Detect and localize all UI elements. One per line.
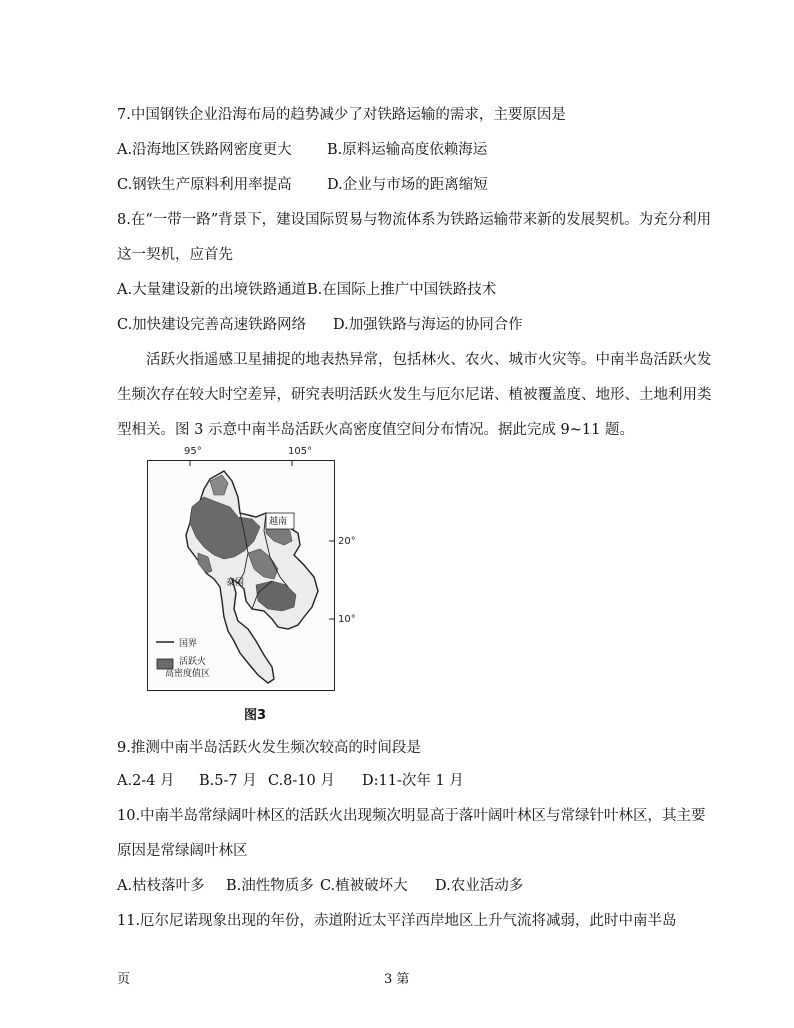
passage-line2: 生频次存在较大时空差异，研究表明活跃火发生与厄尔尼诺、植被覆盖度、地形、土地利用类 — [117, 387, 712, 403]
label-vietnam: 越南 — [269, 517, 288, 527]
q7-option-c: C.钢铁生产原料利用率提高 — [117, 177, 292, 193]
q9-stem: 9.推测中南半岛活跃火发生频次较高的时间段是 — [117, 740, 421, 756]
q8-stem-line2: 这一契机，应首先 — [117, 247, 233, 263]
label-thailand: 泰国 — [226, 578, 245, 588]
q10-option-b: B.油性物质多 — [226, 878, 314, 894]
q11-stem: 11.厄尔尼诺现象出现的年份，赤道附近太平洋西岸地区上升气流将减弱，此时中南半岛 — [117, 913, 677, 929]
q10-stem-line1: 10.中南半岛常绿阔叶林区的活跃火出现频次明显高于落叶阔叶林区与常绿针叶林区，其主要 — [117, 808, 706, 824]
map-lon-95: 95° — [184, 446, 202, 457]
q7-option-a: A.沿海地区铁路网密度更大 — [117, 142, 292, 158]
q8-option-c: C.加快建设完善高速铁路网络 — [117, 317, 307, 333]
map-frame — [147, 460, 335, 691]
legend-border-label: 国界 — [179, 639, 198, 649]
q7-stem: 7.中国钢铁企业沿海布局的趋势减少了对铁路运输的需求，主要原因是 — [117, 107, 566, 123]
passage-line3: 型相关。图 3 示意中南半岛活跃火高密度值空间分布情况。据此完成 9~11 题。 — [117, 422, 634, 438]
q10-option-d: D.农业活动多 — [435, 878, 524, 894]
q9-option-c: C.8-10 月 — [268, 773, 335, 789]
q9-option-a: A.2-4 月 — [117, 773, 175, 789]
passage-line1: 活跃火指遥感卫星捕捉的地表热异常，包括林火、农火、城市火灾等。中南半岛活跃火发 — [146, 352, 712, 368]
footer-left: 页 — [117, 972, 131, 987]
map-lat-10: 10° — [338, 614, 356, 625]
q7-option-d: D.企业与市场的距离缩短 — [327, 177, 488, 193]
q10-stem-line2: 原因是常绿阔叶林区 — [117, 843, 248, 859]
q10-option-c: C.植被破坏大 — [320, 878, 408, 894]
map-lat-20: 20° — [338, 536, 356, 547]
q9-option-b: B.5-7 月 — [199, 773, 257, 789]
figure-caption: 图3 — [244, 708, 267, 723]
map-lon-105: 105° — [288, 446, 313, 457]
legend-fire-label-2: 高密度值区 — [165, 669, 211, 679]
q8-option-a: A.大量建设新的出境铁路通道 — [117, 282, 307, 298]
q8-stem-line1: 8.在“一带一路”背景下，建设国际贸易与物流体系为铁路运输带来新的发展契机。为充分利用 — [117, 212, 712, 228]
page-number: 3 第 — [384, 972, 410, 987]
q8-option-b: B.在国际上推广中国铁路技术 — [307, 282, 497, 298]
q7-option-b: B.原料运输高度依赖海运 — [327, 142, 488, 158]
q10-option-a: A.枯枝落叶多 — [117, 878, 205, 894]
q8-option-d: D.加强铁路与海运的协同合作 — [333, 317, 523, 333]
q9-option-d: D:11-次年 1 月 — [362, 773, 464, 789]
legend-fire-label-1: 活跃火 — [179, 657, 207, 667]
